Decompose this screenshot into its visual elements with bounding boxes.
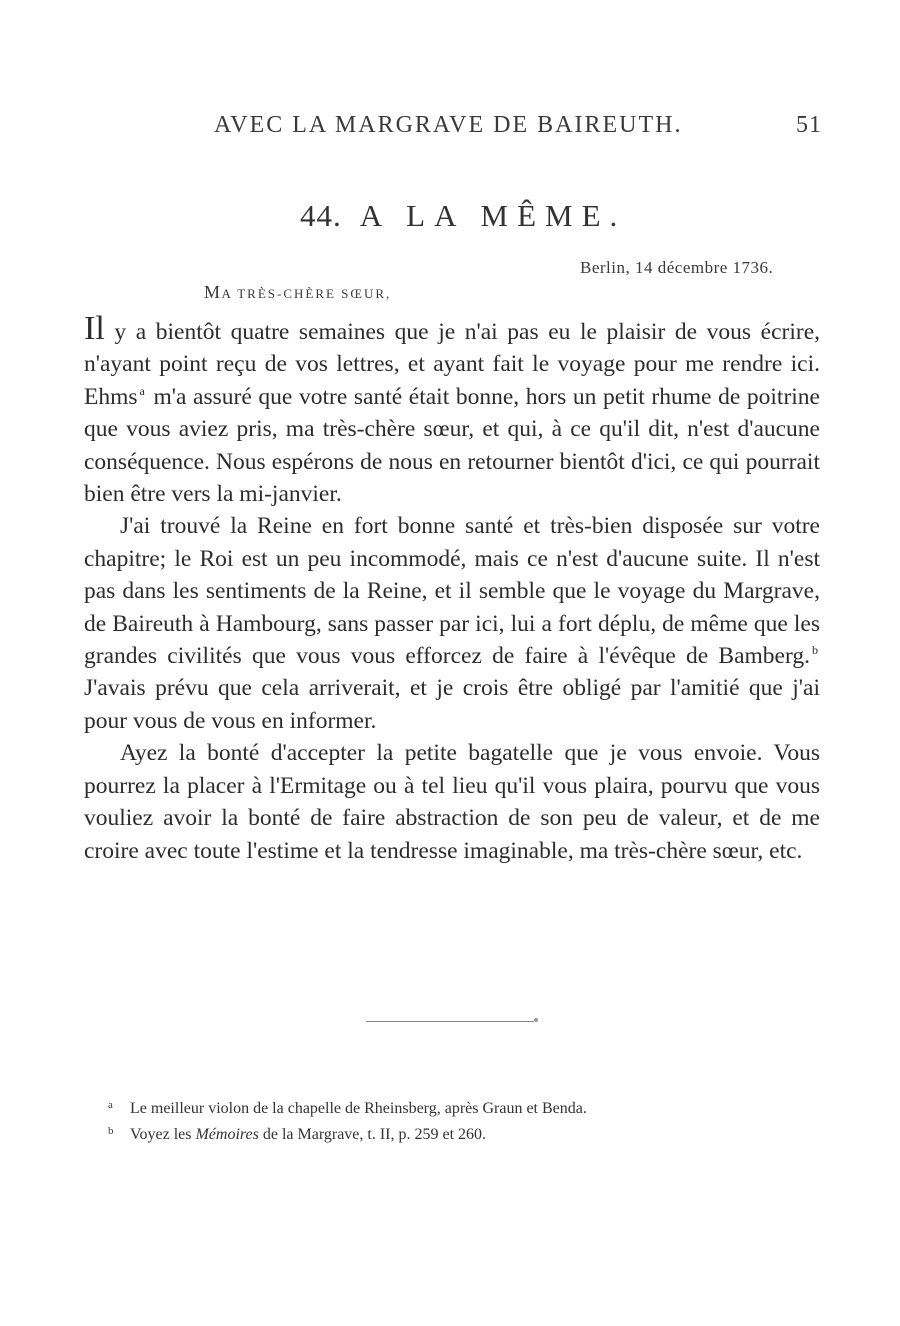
dateline: Berlin, 14 décembre 1736. <box>580 258 774 277</box>
running-head <box>0 112 900 142</box>
salutation-rest: A TRÈS-CHÈRE SŒUR, <box>221 286 392 301</box>
footnote-b-pre: Voyez les <box>130 1126 196 1143</box>
divider-dot <box>534 1018 538 1022</box>
paragraph-1 <box>84 310 820 510</box>
footnotes <box>108 1096 748 1148</box>
salutation <box>204 282 391 303</box>
page-number: 51 <box>796 112 822 138</box>
salutation-initial: M <box>204 282 222 302</box>
running-title: AVEC LA MARGRAVE DE BAIREUTH. <box>214 112 683 138</box>
letter-body <box>84 310 820 867</box>
footnote-b: b Voyez les Mémoires de la Margrave, t. II, p. 259 et 260. <box>108 1125 487 1143</box>
paragraph-2-part-a: J'ai trouvé la Reine en fort bonne santé et très-bien disposée sur votre chapitre; le Roi est un peu incommodé, mais ce n'est d'aucune suite. Il n'est pas dans les sentiments de la Reine, et il semble que le voyage du Margrave, de Baireuth à Hambourg, sans passer par ici, lui a fort déplu, de même que les grandes civilités que vous vous efforcez de faire à l'évêque de Bamberg. <box>84 513 820 670</box>
divider-line <box>366 1021 534 1022</box>
footnote-b-italic: Mémoires <box>195 1126 259 1143</box>
paragraph-1-part-a: y a bientôt quatre semaines que je n'ai pas eu le plaisir de vous écrire, n'ayant point reçu de vos lettres, et ayant fait le voyage pour me rendre ici. Ehms <box>84 319 820 410</box>
letter-number: 44. <box>300 198 342 233</box>
letter-heading <box>300 198 626 234</box>
footnote-a: a Le meilleur violon de la chapelle de Rheinsberg, après Graun et Benda. <box>108 1099 587 1117</box>
footnote-ref-a: a <box>139 383 145 398</box>
footnote-a-text: Le meilleur violon de la chapelle de Rheinsberg, après Graun et Benda. <box>130 1100 587 1117</box>
paragraph-1-part-b: m'a assuré que votre santé était bonne, hors un petit rhume de poitrine que vous aviez pris, ma très-chère sœur, et qui, à ce qu'il dit, n'est d'aucune conséquence. Nous espérons de nous en retourner bientôt d'ici, ce qui pourrait bien être vers la mi-janvier. <box>84 383 820 508</box>
paragraph-2-part-b: J'avais prévu que cela arriverait, et je crois être obligé par l'amitié que j'ai pour vous de vous en informer. <box>84 675 820 734</box>
letter-title: A LA MÊME. <box>359 198 627 233</box>
paragraph-3: Ayez la bonté d'accepter la petite bagatelle que je vous envoie. Vous pourrez la placer à l'Ermitage ou à tel lieu qu'il vous plaira, pourvu que vous vouliez avoir la bonté de faire abstraction de son peu de valeur, et de me croire avec toute l'estime et la tendresse imaginable, ma très-chère sœur, etc. <box>84 740 820 864</box>
section-divider <box>366 1018 538 1024</box>
footnote-ref-b: b <box>812 643 818 658</box>
drop-initial: Il <box>84 310 105 347</box>
paragraph-2 <box>84 510 820 737</box>
footnote-b-post: de la Margrave, t. II, p. 259 et 260. <box>258 1126 487 1143</box>
